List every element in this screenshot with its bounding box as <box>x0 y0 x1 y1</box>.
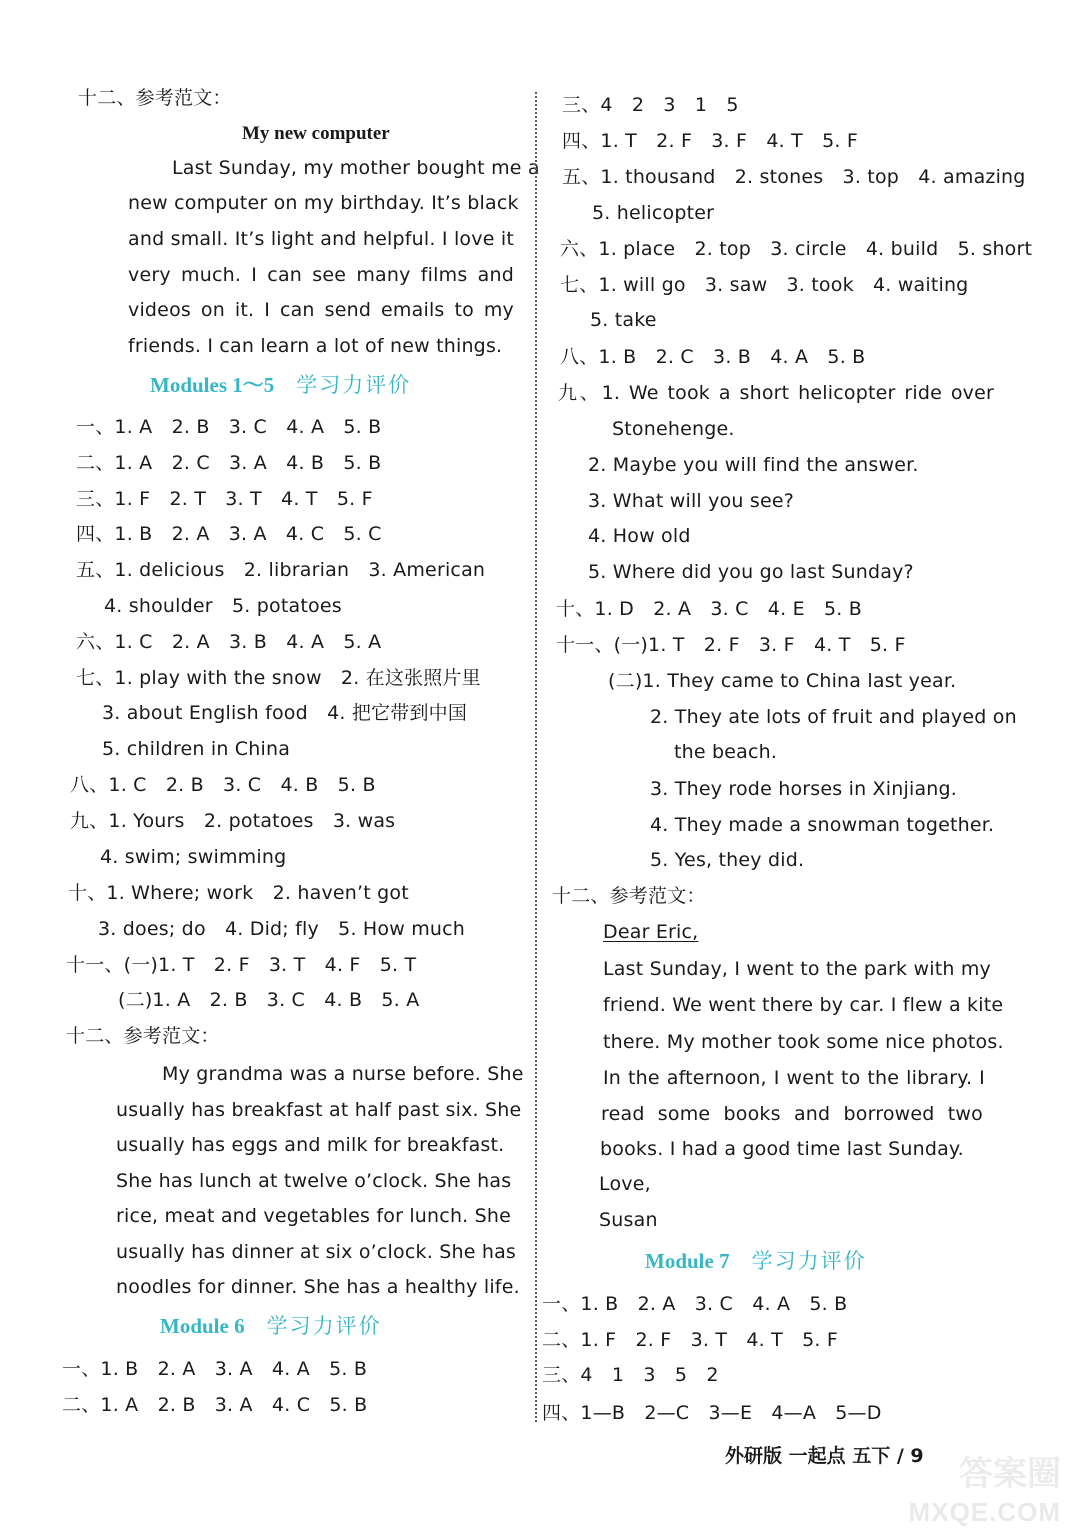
answer-line: 一、1. B 2. A 3. A 4. A 5. B <box>62 1358 368 1380</box>
answer-line: 十一、(一)1. T 2. F 3. T 4. F 5. T <box>66 954 417 976</box>
letter-line: Last Sunday, I went to the park with my <box>603 958 991 980</box>
answer-line: 三、1. F 2. T 3. T 4. T 5. F <box>76 488 373 510</box>
module-caption: 学习力评价 <box>266 1314 382 1338</box>
answer-line: 5. take <box>590 309 657 331</box>
module-name: Module 6 <box>160 1314 245 1338</box>
answer-line: 九、1. We took a short helicopter ride over <box>558 382 994 404</box>
essay1-line: very much. I can see many films and <box>128 264 514 286</box>
answer-line: 五、1. delicious 2. librarian 3. American <box>76 559 486 581</box>
column-divider <box>535 92 537 1422</box>
essay2-line: My grandma was a nurse before. She <box>162 1063 524 1085</box>
answer-line: 七、1. play with the snow 2. 在这张照片里 <box>76 667 481 689</box>
answer-line: 四、1. T 2. F 3. F 4. T 5. F <box>562 130 859 152</box>
essay1-line: friends. I can learn a lot of new things. <box>128 335 503 357</box>
module-6-heading <box>160 1313 382 1339</box>
module-1-5-heading <box>150 372 411 398</box>
answer-line: 二、1. A 2. C 3. A 4. B 5. B <box>76 452 382 474</box>
watermark-site: MXQE.COM <box>908 1497 1061 1527</box>
answer-line: 十、1. D 2. A 3. C 4. E 5. B <box>556 598 862 620</box>
letter-line: books. I had a good time last Sunday. <box>600 1138 964 1160</box>
watermark-logo: 答案圈 <box>959 1454 1061 1494</box>
answer-line: 2. They ate lots of fruit and played on <box>650 706 1017 728</box>
letter-line: In the afternoon, I went to the library. I <box>603 1067 985 1089</box>
answer-line: 二、1. F 2. F 3. T 4. T 5. F <box>542 1329 839 1351</box>
answer-line: 3. does; do 4. Did; fly 5. How much <box>98 918 466 940</box>
answer-line: 3. about English food 4. 把它带到中国 <box>102 702 468 724</box>
answer-line: 5. Where did you go last Sunday? <box>588 561 914 583</box>
letter-signature: Susan <box>599 1209 658 1231</box>
essay2-line: usually has breakfast at half past six. She <box>116 1099 522 1121</box>
essay1-line: new computer on my birthday. It’s black <box>128 192 519 214</box>
essay2-line: usually has eggs and milk for breakfast. <box>116 1134 505 1156</box>
answer-line: 4. shoulder 5. potatoes <box>104 595 342 617</box>
answer-line: 四、1. B 2. A 3. A 4. C 5. C <box>76 523 382 545</box>
essay2-line: usually has dinner at six o’clock. She has <box>116 1241 517 1263</box>
answer-line: 八、1. B 2. C 3. B 4. A 5. B <box>560 346 866 368</box>
answer-line: 一、1. A 2. B 3. C 4. A 5. B <box>76 416 382 438</box>
essay2-line: noodles for dinner. She has a healthy life. <box>116 1276 520 1298</box>
answer-line: 4. They made a snowman together. <box>650 814 995 836</box>
module-caption: 学习力评价 <box>296 373 412 397</box>
module-name: Module 7 <box>645 1249 730 1273</box>
essay3-heading: 十二、参考范文： <box>552 885 706 907</box>
answer-line: 三、4 1 3 5 2 <box>542 1364 719 1386</box>
answer-line: 六、1. C 2. A 3. B 4. A 5. A <box>76 631 382 653</box>
essay1-line: and small. It’s light and helpful. I love it <box>128 228 514 250</box>
answer-line: 二、1. A 2. B 3. A 4. C 5. B <box>62 1394 368 1416</box>
letter-closing: Love, <box>599 1173 651 1195</box>
answer-line: 五、1. thousand 2. stones 3. top 4. amazing <box>562 166 1026 188</box>
answer-line: 2. Maybe you will find the answer. <box>588 454 919 476</box>
answer-line: 4. How old <box>588 525 691 547</box>
answer-line: 5. children in China <box>102 738 291 760</box>
essay2-line: rice, meat and vegetables for lunch. She <box>116 1205 512 1227</box>
essay1-line: videos on it. I can send emails to my <box>128 299 514 321</box>
answer-line: 八、1. C 2. B 3. C 4. B 5. B <box>70 774 376 796</box>
watermark <box>908 1438 1065 1534</box>
letter-line: read some books and borrowed two <box>601 1103 983 1125</box>
answer-line: 六、1. place 2. top 3. circle 4. build 5. short <box>560 238 1033 260</box>
essay1-line: Last Sunday, my mother bought me a <box>172 157 540 179</box>
answer-line: 3. They rode horses in Xinjiang. <box>650 778 958 800</box>
answer-line: 十一、(一)1. T 2. F 3. F 4. T 5. F <box>556 634 906 656</box>
answer-line: (二)1. A 2. B 3. C 4. B 5. A <box>118 989 420 1011</box>
essay1-title: My new computer <box>242 123 390 144</box>
letter-line: friend. We went there by car. I flew a kite <box>603 994 1004 1016</box>
module-caption: 学习力评价 <box>751 1249 867 1273</box>
essay2-line: She has lunch at twelve o’clock. She has <box>116 1170 512 1192</box>
answer-line: the beach. <box>674 741 778 763</box>
answer-line: 4. swim; swimming <box>100 846 287 868</box>
essay1-heading: 十二、参考范文： <box>78 87 232 109</box>
answer-line: 5. helicopter <box>592 202 715 224</box>
answer-line: 七、1. will go 3. saw 3. took 4. waiting <box>560 274 969 296</box>
answer-line: Stonehenge. <box>612 418 735 440</box>
letter-line: there. My mother took some nice photos. <box>603 1031 1004 1053</box>
answer-line: 十、1. Where; work 2. haven’t got <box>68 882 409 904</box>
module-7-heading <box>645 1248 867 1274</box>
module-name: Modules 1～5 <box>150 373 275 397</box>
answer-line: 四、1—B 2—C 3—E 4—A 5—D <box>542 1402 882 1424</box>
essay2-heading: 十二、参考范文： <box>66 1025 220 1047</box>
answer-line: 九、1. Yours 2. potatoes 3. was <box>70 810 396 832</box>
page-footer: 外研版 一起点 五下 / 9 <box>725 1445 924 1467</box>
answer-line: 一、1. B 2. A 3. C 4. A 5. B <box>542 1293 848 1315</box>
answer-line: (二)1. They came to China last year. <box>608 670 957 692</box>
answer-line: 三、4 2 3 1 5 <box>562 94 739 116</box>
answer-line: 3. What will you see? <box>588 490 795 512</box>
letter-salutation: Dear Eric, <box>603 921 699 943</box>
answer-line: 5. Yes, they did. <box>650 849 805 871</box>
